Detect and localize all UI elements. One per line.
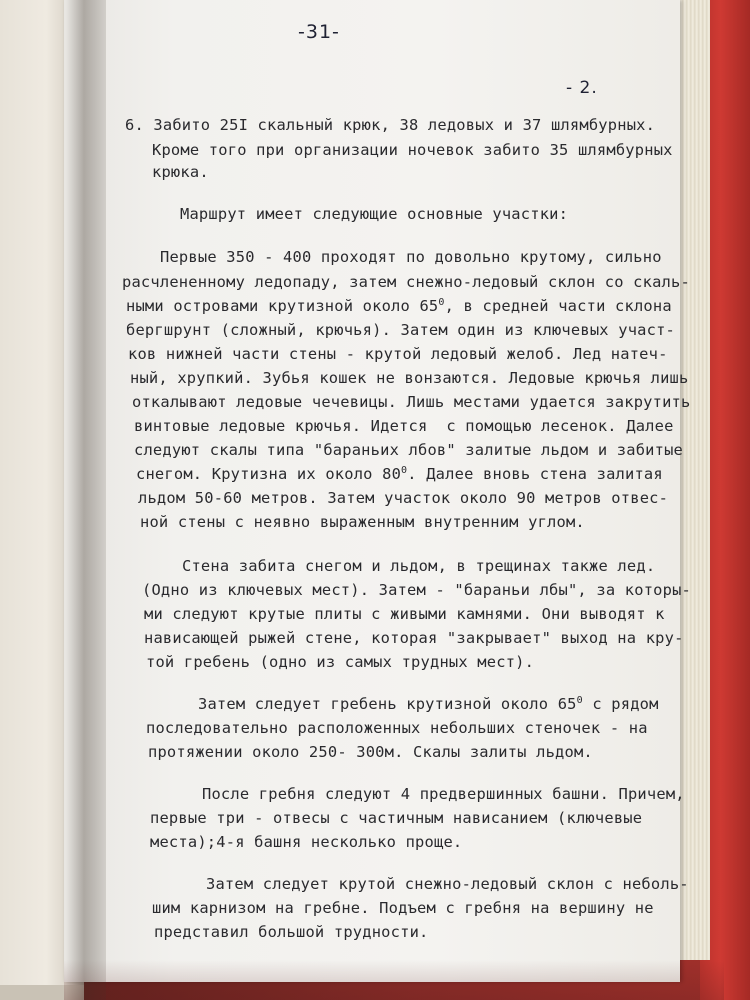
text-line: той гребень (одно из самых трудных мест).: [146, 653, 535, 671]
text-line: откалывают ледовые чечевицы. Лишь местами удается закрутить: [132, 393, 691, 411]
text-line: Затем следует гребень крутизной около $65^0$ с рядом: [198, 694, 659, 713]
text-line: ков нижней части стены - крутой ледовый желоб. Лед натеч-: [128, 345, 668, 363]
text-line: ными островами крутизной около $65^0$, в средней части склона: [126, 296, 672, 315]
text-line: следуют скалы типа "бараньих лбов" залитые льдом и забитые: [134, 441, 684, 459]
spine-shadow: [66, 0, 106, 1000]
text-line: ми следуют крутые плиты с живыми камнями. Они выводят к: [144, 605, 665, 623]
text-line: места);4-я башня несколько проще.: [150, 833, 463, 851]
text-line: бергшрунт (сложный, крючья). Затем один из ключевых участ-: [126, 321, 676, 339]
text-line: ной стены с неявно выраженным внутренним углом.: [140, 513, 585, 531]
section-heading: Маршрут имеет следующие основные участки:: [180, 205, 569, 223]
sheet-number: - 2.: [566, 78, 598, 98]
text-line: последовательно расположенных небольших стеночек - на: [146, 719, 648, 737]
text-line: Кроме того при организации ночевок забито 35 шлямбурных: [152, 141, 673, 159]
text-line: ный, хрупкий. Зубья кошек не вонзаются. Ледовые крючья лишь: [130, 369, 689, 387]
text-line: первые три - отвесы с частичным нависанием (ключевые: [150, 809, 643, 827]
page-number: -31-: [298, 21, 340, 43]
text-line: нависающей рыжей стене, которая "закрывает" выход на кру-: [144, 629, 684, 647]
text-line: расчлененному ледопаду, затем снежно-ледовый склон со скаль-: [122, 273, 690, 291]
text-line: 6. Забито 25I скальный крюк, 38 ледовых и 37 шлямбурных.: [125, 116, 656, 134]
text-line: крюка.: [152, 163, 209, 181]
sheet-bottom-shadow: [64, 960, 724, 1000]
text-line: После гребня следуют 4 предвершинных башни. Причем,: [202, 785, 685, 803]
text-line: снегом. Крутизна их около $80^0$. Далее вновь стена залитая: [136, 464, 663, 483]
text-line: винтовые ледовые крючья. Идется с помощью лесенок. Далее: [134, 417, 674, 435]
text-line: протяжении около 250- 300м. Скалы залиты льдом.: [148, 743, 593, 761]
text-line: льдом 50-60 метров. Затем участок около 90 метров отвес-: [138, 489, 669, 507]
text-line: Первые 350 - 400 проходят по довольно крутому, сильно: [160, 248, 662, 266]
text-line: Стена забита снегом и льдом, в трещинах также лед.: [182, 557, 656, 575]
text-line: (Одно из ключевых мест). Затем - "бараньи лбы", за которы-: [142, 581, 692, 599]
text-line: представил большой трудности.: [154, 923, 429, 941]
text-line: Затем следует крутой снежно-ледовый склон с неболь-: [206, 875, 689, 893]
text-line: шим карнизом на гребне. Подъем с гребня на вершину не: [152, 899, 654, 917]
